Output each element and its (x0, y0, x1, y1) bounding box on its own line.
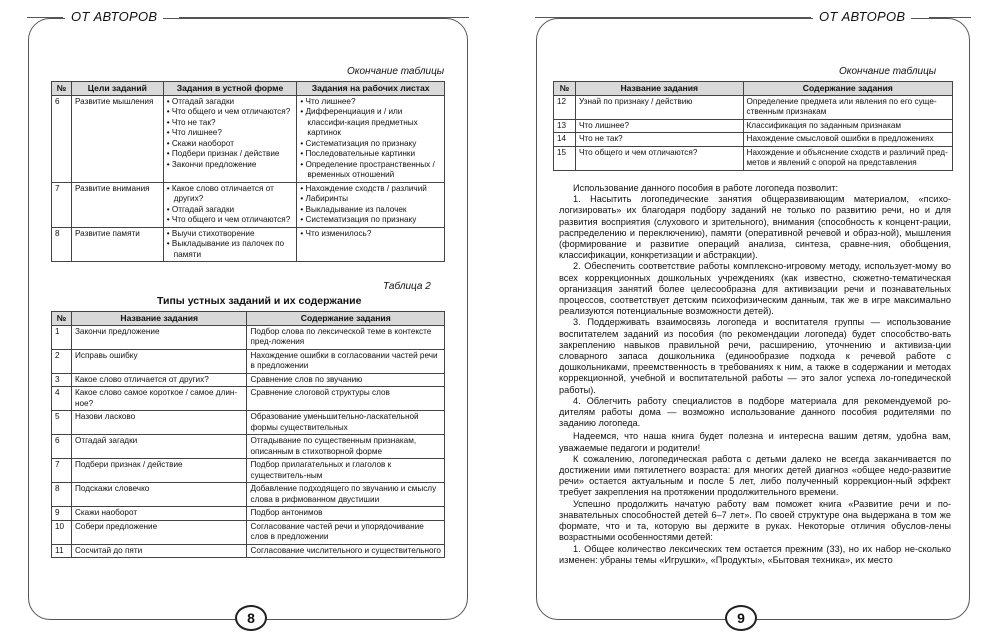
row-number: 1 (52, 325, 72, 349)
page-number: 9 (725, 605, 757, 631)
paragraph: Успешно продолжить начатую работу вам поможет книга «Развитие речи и по-знавательных способностей детей 6–7 лет». По своей структуре она выдержана в том же формате, что и та, которую вы держите в руках. Некоторые отличия обуслов-лены возрастными особенностями детей: (559, 498, 951, 543)
worksheet-tasks-cell (297, 227, 445, 262)
row-number: 7 (52, 459, 72, 483)
row-number: 4 (52, 387, 72, 411)
left-page (28, 9, 468, 626)
task-content: Определение предмета или явления по его суще-ственным признакам (743, 95, 952, 119)
task-name: Отгадай загадки (71, 435, 247, 459)
table-title: Типы устных заданий и их содержание (157, 295, 362, 307)
table-row (554, 95, 953, 119)
list-item: • Что общего и чем отличаются? (167, 107, 294, 118)
row-number: 6 (52, 435, 72, 459)
list-item: • Дифференциация и / или классифи-кация предметных картинок (300, 107, 441, 139)
paragraph: Использование данного пособия в работе логопеда позволит: (573, 183, 839, 193)
paragraph: Надеемся, что наша книга будет полезна и интересна вашим детям, удобна вам, уважаемые педагоги и родители! (559, 431, 951, 453)
paragraph: 2. Обеспечить соответствие работы комплексно-игровому методу, использует-мому во всех коррекционных дошкольных учреждениях (как известно, сюжетно-тематическая организация занятий более целесообразна для активизации речи и познавательных процессов, соответствует детским психофизическим данным, так же в игре максимально реализуются потенциальные возможности детей). (559, 261, 951, 317)
column-header: Содержание задания (247, 312, 445, 326)
paragraph: 1. Общее количество лексических тем остается прежним (33), но их набор не-сколько изменен: убраны темы «Игрушки», «Продукты», «Бытовая техника», их место (559, 543, 951, 565)
paragraph: 4. Облегчить работу специалистов в подборе материала для рекомендуемой ро-дителям работы дома — возможно использование данного пособия родителями по заданию логопеда. (559, 395, 951, 429)
task-name: Собери предложение (71, 520, 247, 544)
list-item: • Что изменилось? (300, 229, 441, 240)
table-row (554, 133, 953, 147)
list-item: • Систематизация по признаку (300, 215, 441, 226)
table-header-row (52, 312, 445, 326)
task-name: Что не так? (575, 133, 743, 147)
goal-cell: Развитие внимания (71, 182, 163, 227)
task-content: Нахождение ошибки в согласовании частей речи в предложении (247, 349, 445, 373)
task-name: Назови ласково (71, 411, 247, 435)
continuation-caption: Окончание таблицы (839, 66, 937, 77)
task-name: Какое слово самое короткое / самое длин-ное? (71, 387, 247, 411)
table-row (52, 182, 445, 227)
table-row (52, 95, 445, 182)
continuation-caption: Окончание таблицы (347, 66, 445, 77)
list-item: • Выучи стихотворение (167, 229, 294, 240)
goal-cell: Развитие памяти (71, 227, 163, 262)
table-row (52, 507, 445, 521)
worksheet-tasks-cell (297, 95, 445, 182)
table-row (52, 459, 445, 483)
column-header: Задания на рабочих листах (297, 82, 445, 96)
row-number: 14 (554, 133, 576, 147)
goals-table (51, 81, 445, 262)
table-header-row (554, 82, 953, 96)
row-number: 7 (52, 182, 72, 227)
page-header: ОТ АВТОРОВ (65, 9, 163, 24)
list-item: • Определение пространственных / временных отношений (300, 160, 441, 181)
column-header: № (554, 82, 576, 96)
list-item: • Что лишнее? (300, 97, 441, 108)
column-header: № (52, 82, 72, 96)
header-rule-right (179, 17, 469, 18)
column-header: № (52, 312, 72, 326)
table-caption: Таблица 2 (383, 281, 431, 292)
header-rule-right (929, 17, 971, 18)
table-row (554, 119, 953, 133)
row-number: 10 (52, 520, 72, 544)
table-header-row (52, 82, 445, 96)
task-content: Сравнение слов по звучанию (247, 373, 445, 387)
paragraph: 1. Насытить логопедические занятия общеразвивающим материалом, «психо-логизировать» их благодаря подбору заданий не только по развитию речи, но и для развития восприятия (слухового и зрительного), внимания (способность к концент-рации, распределению и переключению), памяти (оперативной речевой и образ-ной), мышления (формирование и развитие операций анализа, синтеза, сравне-ния, обобщения, классификации, конкретизации и абстракции). (559, 194, 951, 261)
body-text (559, 183, 951, 566)
list-item: • Выкладывание из палочек (300, 205, 441, 216)
table-row (52, 387, 445, 411)
row-number: 2 (52, 349, 72, 373)
list-item: • Что лишнее? (167, 128, 294, 139)
table-row (52, 435, 445, 459)
column-header: Содержание задания (743, 82, 952, 96)
task-name: Исправь ошибку (71, 349, 247, 373)
task-content: Подбор прилагательных и глаголов к существитель-ным (247, 459, 445, 483)
header-rule-left (535, 17, 811, 18)
list-item: • Выкладывание из палочек по памяти (167, 239, 294, 260)
list-item: • Последовательные картинки (300, 149, 441, 160)
task-content: Подбор слова по лексической теме в контексте пред-ложения (247, 325, 445, 349)
list-item: • Что общего и чем отличаются? (167, 215, 294, 226)
page-number: 8 (235, 605, 267, 631)
list-item: • Систематизация по признаку (300, 139, 441, 150)
column-header: Задания в устной форме (163, 82, 297, 96)
table-row (52, 349, 445, 373)
table-row (52, 373, 445, 387)
task-content: Нахождение смысловой ошибки в предложениях (743, 133, 952, 147)
paragraph: К сожалению, логопедическая работа с детьми далеко не всегда заканчивается по достижении ими пятилетнего возраста: для многих детей диагноз «общее недо-развитие речи» остается актуальным и после 5 лет, либо полученный коррекцион-ный эффект требует закрепления на протяжении продолжительного времени. (559, 453, 951, 498)
task-name: Какое слово отличается от других? (71, 373, 247, 387)
task-content: Нахождение и объяснение сходств и различий пред-метов и явлений с опорой на представления (743, 146, 952, 170)
row-number: 8 (52, 483, 72, 507)
row-number: 6 (52, 95, 72, 182)
row-number: 5 (52, 411, 72, 435)
page-header: ОТ АВТОРОВ (813, 9, 911, 24)
right-page (536, 9, 970, 626)
list-item: • Что не так? (167, 118, 294, 129)
task-content: Образование уменьшительно-ласкательной формы существительных (247, 411, 445, 435)
task-content: Согласование частей речи и упорядочивание слов в предложении (247, 520, 445, 544)
table-row (52, 411, 445, 435)
task-types-table-continued (553, 81, 953, 171)
task-types-table (51, 311, 445, 558)
list-item: • Какое слово отличается от других? (167, 184, 294, 205)
task-content: Сравнение слоговой структуры слов (247, 387, 445, 411)
header-rule-left (27, 17, 63, 18)
task-content: Отгадывание по существенным признакам, описанным в стихотворной форме (247, 435, 445, 459)
task-name: Что лишнее? (575, 119, 743, 133)
oral-tasks-cell (163, 95, 297, 182)
task-name: Узнай по признаку / действию (575, 95, 743, 119)
task-content: Согласование числительного и существительного (247, 544, 445, 558)
list-item: • Отгадай загадки (167, 97, 294, 108)
row-number: 12 (554, 95, 576, 119)
column-header: Цели заданий (71, 82, 163, 96)
row-number: 8 (52, 227, 72, 262)
table-row (52, 483, 445, 507)
worksheet-tasks-cell (297, 182, 445, 227)
task-name: Сосчитай до пяти (71, 544, 247, 558)
goal-cell: Развитие мышления (71, 95, 163, 182)
table-row (52, 520, 445, 544)
task-content: Подбор антонимов (247, 507, 445, 521)
task-name: Скажи наоборот (71, 507, 247, 521)
paragraph: 3. Поддерживать взаимосвязь логопеда и воспитателя группы — использование воспитателем заданий из пособия (по рекомендации логопеда) будет способство-вать закреплению навыков правильной речи, расширению, уточнению и активиза-ции словарного запаса дошкольника (единообразие подхода к речевой работе с дошкольниками, преемственность в требованиях к ним, а также в содержании и методах коррекционной, учебной и воспитательной работы — это залог успеха ло-гопедической работы). (559, 317, 951, 395)
row-number: 9 (52, 507, 72, 521)
column-header: Название задания (575, 82, 743, 96)
table-row (52, 325, 445, 349)
row-number: 13 (554, 119, 576, 133)
list-item: • Лабиринты (300, 194, 441, 205)
task-name: Подбери признак / действие (71, 459, 247, 483)
list-item: • Нахождение сходств / различий (300, 184, 441, 195)
task-name: Подскажи словечко (71, 483, 247, 507)
task-content: Добавление подходящего по звучанию и смыслу слова в рифмованном двустишии (247, 483, 445, 507)
oral-tasks-cell (163, 182, 297, 227)
row-number: 11 (52, 544, 72, 558)
list-item: • Подбери признак / действие (167, 149, 294, 160)
task-content: Классификация по заданным признакам (743, 119, 952, 133)
table-row (52, 227, 445, 262)
table-row (554, 146, 953, 170)
task-name: Что общего и чем отличаются? (575, 146, 743, 170)
row-number: 15 (554, 146, 576, 170)
list-item: • Отгадай загадки (167, 205, 294, 216)
list-item: • Закончи предложение (167, 160, 294, 171)
table-row (52, 544, 445, 558)
oral-tasks-cell (163, 227, 297, 262)
column-header: Название задания (71, 312, 247, 326)
list-item: • Скажи наоборот (167, 139, 294, 150)
task-name: Закончи предложение (71, 325, 247, 349)
row-number: 3 (52, 373, 72, 387)
